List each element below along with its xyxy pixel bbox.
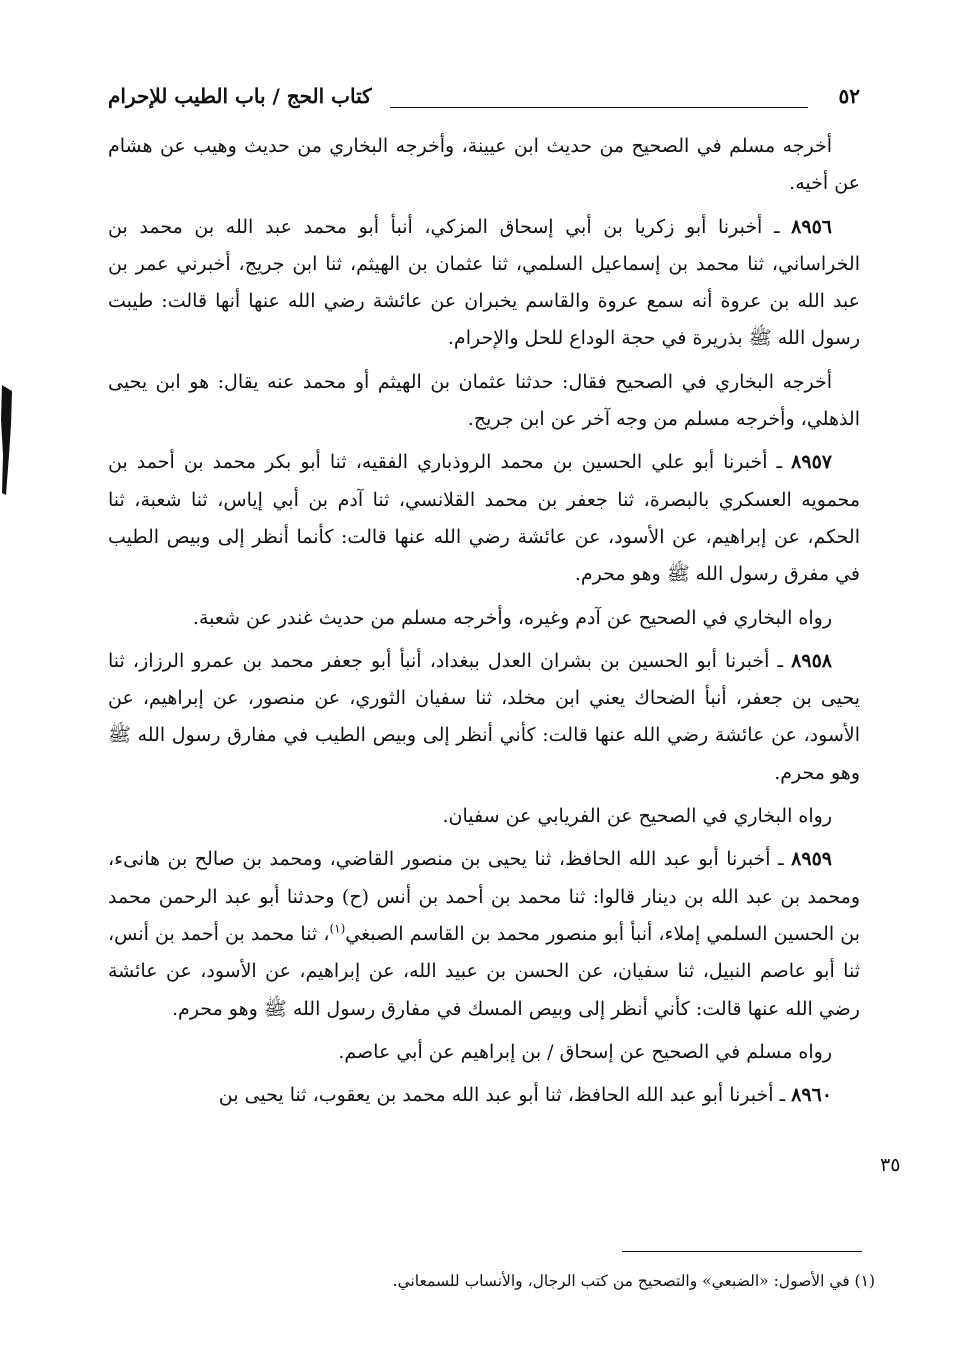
margin-page-marker: ٣٥: [880, 1154, 901, 1176]
hadith-paragraph: [108, 841, 860, 1027]
hadith-paragraph: [108, 444, 860, 593]
paragraph-text-continued: ، ثنا محمد بن أحمد بن أنس، ثنا أبو عاصم النبيل، ثنا سفيان، عن الحسن بن عبيد الله، عن إبراهيم، عن الأسود، عن عائشة رضي الله عنها قالت: كأني أنظر إلى وبيص المسك في مفارق رسول الله ﷺ وهو محرم.: [108, 922, 860, 1020]
paragraph-takhrij: [108, 798, 860, 835]
paragraph-text: ـ أخبرنا أبو زكريا بن أبي إسحاق المزكي، أنبأ أبو محمد عبد الله بن محمد بن الخراساني، ثنا محمد بن إسماعيل السلمي، ثنا عثمان بن الهيثم، ثنا ابن جريج، أخبرني عمر بن عبد الله بن عروة أنه سمع عروة والقاسم يخبران عن عائشة رضي الله عنها أنها قالت: طيبت رسول الله ﷺ بذريرة في حجة الوداع للحل والإحرام.: [108, 215, 860, 350]
hadith-number: ٨٩٦٠: [791, 1084, 832, 1107]
paragraph-text: رواه مسلم في الصحيح عن إسحاق / بن إبراهيم عن أبي عاصم.: [338, 1040, 832, 1063]
paragraph-text: ـ أخبرنا أبو الحسين بن بشران العدل ببغداد، أنبأ أبو جعفر محمد بن عمرو الرزاز، ثنا يحيى بن جعفر، أنبأ الضحاك يعني ابن مخلد، ثنا سفيان الثوري، عن منصور، عن إبراهيم، عن الأسود، عن عائشة رضي الله عنها قالت: كأني أنظر إلى وبيص الطيب في مفارق رسول الله ﷺ وهو محرم.: [108, 649, 860, 784]
page-number: ٥٢: [838, 84, 860, 108]
paragraph-text: ـ أخبرنا أبو علي الحسين بن محمد الروذباري الفقيه، ثنا أبو بكر محمد بن أحمد بن محمويه العسكري بالبصرة، ثنا جعفر بن محمد القلانسي، ثنا آدم بن أبي إياس، ثنا شعبة، ثنا الحكم، عن إبراهيم، عن الأسود، عن عائشة رضي الله عنها قالت: كأنما أنظر إلى وبيص الطيب في مفرق رسول الله ﷺ وهو محرم.: [108, 451, 860, 586]
paragraph-takhrij: [108, 364, 860, 439]
paragraph-takhrij: [108, 1034, 860, 1071]
hadith-paragraph: [108, 1077, 860, 1114]
running-head: [108, 80, 860, 118]
paragraph-text: رواه البخاري في الصحيح عن الفريابي عن سفيان.: [442, 805, 832, 828]
scan-edge-mark: [0, 385, 14, 495]
chapter-title: كتاب الحج / باب الطيب للإحرام: [108, 84, 372, 108]
paragraph-text: ـ أخبرنا أبو عبد الله الحافظ، ثنا أبو عبد الله محمد بن يعقوب، ثنا يحيى بن: [218, 1084, 792, 1107]
hadith-number: ٨٩٥٩: [791, 848, 832, 871]
paragraph-text: ـ أخبرنا أبو عبد الله الحافظ، ثنا يحيى بن منصور القاضي، ومحمد بن صالح بن هانىء، ومحمد بن عبد الله بن دينار قالوا: ثنا محمد بن أحمد بن أنس (ح) وحدثنا أبو عبد الرحمن محمد بن الحسين السلمي إملاء، أنبأ أبو منصور محمد بن القاسم الصبغي: [108, 848, 861, 945]
paragraph-text: أخرجه البخاري في الصحيح فقال: حدثنا عثمان بن الهيثم أو محمد عنه يقال: هو ابن يحيى الذهلي، وأخرجه مسلم من وجه آخر عن ابن جريج.: [108, 370, 860, 431]
header-rule: [390, 107, 808, 108]
footnote: (١) في الأصول: «الضبعي» والتصحيح من كتب الرجال، والأنساب للسمعاني.: [392, 1272, 875, 1290]
paragraph-text: رواه البخاري في الصحيح عن آدم وغيره، وأخرجه مسلم من حديث غندر عن شعبة.: [192, 606, 832, 629]
hadith-number: ٨٩٥٧: [791, 451, 832, 474]
paragraph-takhrij: [108, 600, 860, 637]
hadith-paragraph: [108, 209, 860, 358]
footnote-rule: [622, 1251, 862, 1252]
paragraph-text: أخرجه مسلم في الصحيح من حديث ابن عيينة، وأخرجه البخاري من حديث وهيب عن هشام عن أخيه.: [108, 135, 860, 195]
footnote-reference[interactable]: (١): [329, 921, 346, 936]
hadith-paragraph: [108, 643, 860, 792]
hadith-number: ٨٩٥٦: [791, 215, 832, 238]
hadith-number: ٨٩٥٨: [791, 649, 832, 672]
main-text: [108, 128, 860, 1120]
paragraph-takhrij: [108, 128, 860, 203]
